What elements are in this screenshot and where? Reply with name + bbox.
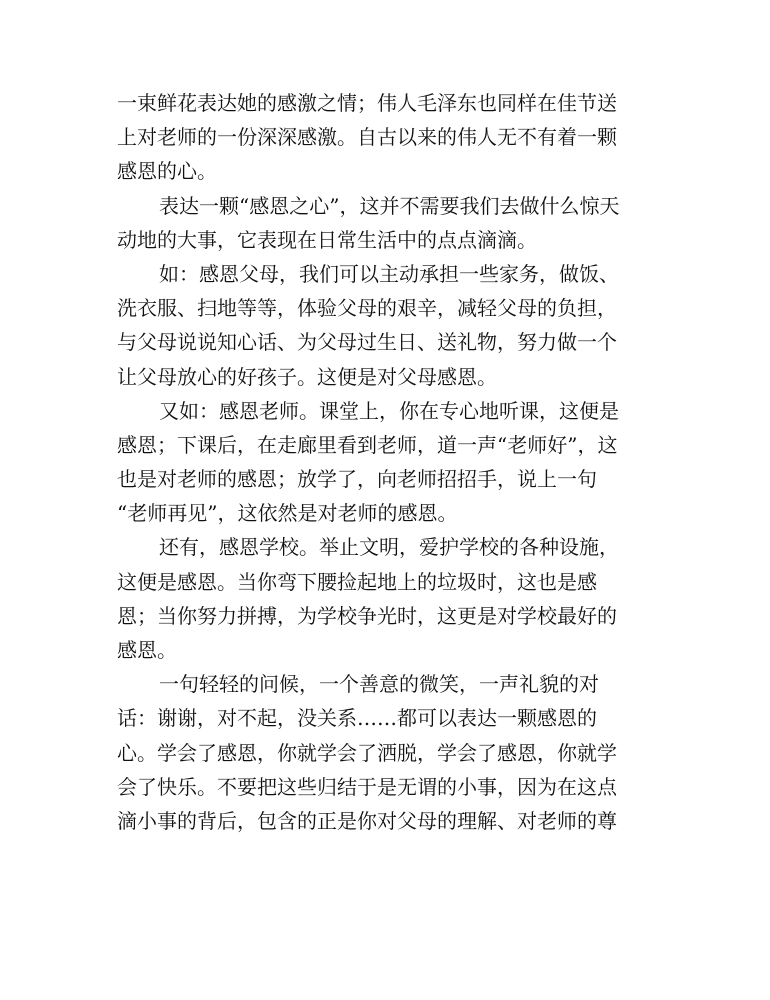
text-line: 会了快乐。不要把这些归结于是无谓的小事，因为在这点: [117, 774, 617, 799]
text-line: 又如：感恩老师。课堂上，你在专心地听课，这便是: [159, 398, 619, 423]
text-line: 上对老师的一份深深感激。自古以来的伟人无不有着一颗: [117, 125, 617, 150]
text-line: 滴小事的背后，包含的正是你对父母的理解、对老师的尊: [117, 808, 617, 833]
text-line: 感恩；下课后，在走廊里看到老师，道一声“老师好”，这: [117, 432, 618, 457]
text-line: 一束鲜花表达她的感激之情；伟人毛泽东也同样在佳节送: [117, 91, 617, 115]
text-line: “老师再见”，这依然是对老师的感恩。: [117, 501, 458, 526]
text-line: 如：感恩父母，我们可以主动承担一些家务，做饭、: [159, 261, 619, 286]
text-line: 还有，感恩学校。举止文明，爱护学校的各种设施，: [159, 535, 619, 560]
text-line: 心。学会了感恩，你就学会了洒脱，学会了感恩，你就学: [117, 740, 617, 765]
text-line: 恩；当你努力拼搏，为学校争光时，这更是对学校最好的: [117, 603, 617, 628]
text-line: 感恩。: [117, 638, 177, 662]
text-line: 表达一颗“感恩之心”，这并不需要我们去做什么惊天: [159, 193, 620, 218]
text-line: 话：谢谢，对不起，没关系……都可以表达一颗感恩的: [117, 706, 597, 731]
text-line: 一句轻轻的问候，一个善意的微笑，一声礼貌的对: [159, 672, 599, 697]
text-line: 也是对老师的感恩；放学了，向老师招招手，说上一句: [117, 467, 597, 492]
text-line: 这便是感恩。当你弯下腰捡起地上的垃圾时，这也是感: [117, 569, 597, 594]
text-line: 洗衣服、扫地等等，体验父母的艰辛，减轻父母的负担，: [117, 296, 617, 321]
text-line: 动地的大事，它表现在日常生活中的点点滴滴。: [117, 227, 537, 252]
text-line: 让父母放心的好孩子。这便是对父母感恩。: [117, 364, 497, 389]
body-text: [117, 86, 657, 838]
text-line: 与父母说说知心话、为父母过生日、送礼物，努力做一个: [117, 330, 617, 355]
text-line: 感恩的心。: [117, 159, 217, 184]
